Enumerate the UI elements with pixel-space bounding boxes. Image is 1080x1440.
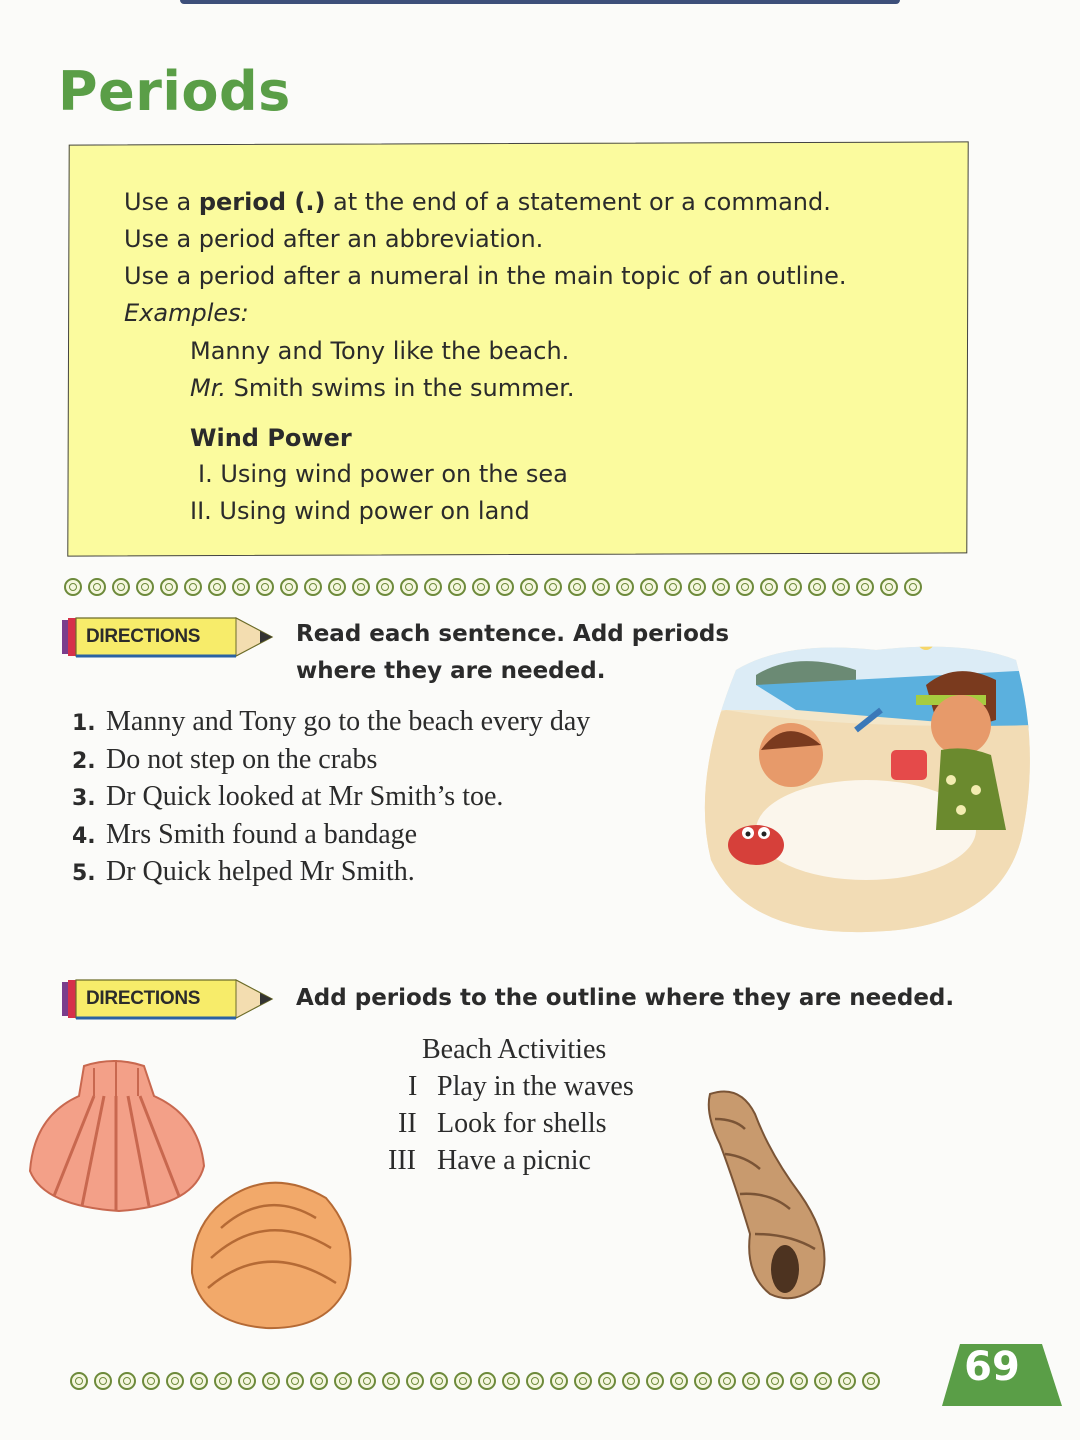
scallop-shell-icon: [24, 1056, 210, 1216]
ring-ornament: [598, 1372, 616, 1390]
ring-ornament: [256, 578, 274, 596]
ring-ornament: [382, 1372, 400, 1390]
ring-ornament: [832, 578, 850, 596]
ring-ornament: [112, 578, 130, 596]
ring-ornament: [688, 578, 706, 596]
ring-ornament: [400, 578, 418, 596]
ring-ornament: [808, 578, 826, 596]
ring-ornament: [358, 1372, 376, 1390]
ring-ornament: [304, 578, 322, 596]
ring-ornament: [568, 578, 586, 596]
ring-ornament: [646, 1372, 664, 1390]
ring-ornament: [136, 578, 154, 596]
ring-ornament: [550, 1372, 568, 1390]
ring-ornament: [208, 578, 226, 596]
ring-ornament: [454, 1372, 472, 1390]
ring-ornament: [664, 578, 682, 596]
example-outline-item-1: I. Using wind power on the sea: [198, 460, 568, 488]
ring-ornament: [70, 1372, 88, 1390]
ring-ornament: [334, 1372, 352, 1390]
outline-numeral-2: II: [398, 1108, 417, 1139]
ring-ornament: [232, 578, 250, 596]
ring-ornament: [424, 578, 442, 596]
ring-ornament: [790, 1372, 808, 1390]
list-item: 1. Manny and Tony go to the beach every day: [72, 706, 591, 737]
ring-divider-bottom: [70, 1372, 880, 1390]
ring-ornament: [838, 1372, 856, 1390]
outline-numeral-1: I: [408, 1071, 418, 1102]
ring-ornament: [142, 1372, 160, 1390]
instruction-1: Read each sentence. Add periods where they are needed.: [296, 621, 730, 684]
ring-ornament: [856, 578, 874, 596]
ring-ornament: [94, 1372, 112, 1390]
directions-label-1: DIRECTIONS: [86, 626, 201, 647]
ring-ornament: [814, 1372, 832, 1390]
ring-ornament: [640, 578, 658, 596]
ring-ornament: [502, 1372, 520, 1390]
clam-shell-icon: [186, 1168, 358, 1332]
ring-ornament: [694, 1372, 712, 1390]
top-edge-rule: [180, 0, 900, 4]
ring-ornament: [184, 578, 202, 596]
ring-ornament: [736, 578, 754, 596]
example-2: Mr. Smith swims in the summer.: [190, 374, 575, 402]
ring-ornament: [880, 578, 898, 596]
ring-ornament: [238, 1372, 256, 1390]
ring-ornament: [496, 578, 514, 596]
example-outline-item-2: II. Using wind power on land: [190, 497, 530, 525]
outline-numeral-3: III: [388, 1145, 416, 1176]
ring-ornament: [784, 578, 802, 596]
ring-ornament: [622, 1372, 640, 1390]
ring-ornament: [760, 578, 778, 596]
ring-ornament: [592, 578, 610, 596]
list-item: 4. Mrs Smith found a bandage: [72, 818, 418, 850]
list-item: 2. Do not step on the crabs: [72, 743, 378, 775]
directions-label-2: DIRECTIONS: [86, 988, 201, 1009]
outline-item-2: Look for shells: [437, 1108, 607, 1139]
page-number: 69: [964, 1344, 1020, 1390]
ring-ornament: [190, 1372, 208, 1390]
outline-item-3: Have a picnic: [437, 1145, 591, 1176]
ring-ornament: [766, 1372, 784, 1390]
ring-ornament: [118, 1372, 136, 1390]
ring-ornament: [310, 1372, 328, 1390]
ring-ornament: [904, 578, 922, 596]
outline-title: Beach Activities: [422, 1034, 607, 1065]
ring-ornament: [352, 578, 370, 596]
ring-ornament: [472, 578, 490, 596]
rule-line-2: Use a period after an abbreviation.: [124, 225, 544, 253]
ring-ornament: [574, 1372, 592, 1390]
ring-ornament: [670, 1372, 688, 1390]
rule-line-3: Use a period after a numeral in the main topic of an outline.: [124, 262, 847, 290]
ring-ornament: [544, 578, 562, 596]
beach-kids-illustration: [696, 630, 1036, 940]
ring-ornament: [160, 578, 178, 596]
rule-line-1: Use a period (.) at the end of a statement or a command.: [124, 188, 831, 216]
list-item: 5. Dr Quick helped Mr Smith.: [72, 856, 415, 887]
ring-ornament: [430, 1372, 448, 1390]
ring-ornament: [718, 1372, 736, 1390]
ring-divider-top: [64, 578, 922, 596]
ring-ornament: [166, 1372, 184, 1390]
instruction-2: Add periods to the outline where they are needed.: [296, 985, 955, 1011]
ring-ornament: [478, 1372, 496, 1390]
ring-ornament: [862, 1372, 880, 1390]
ring-ornament: [64, 578, 82, 596]
ring-ornament: [712, 578, 730, 596]
rule-bold-term: period (.): [198, 188, 326, 216]
list-item: 3. Dr Quick looked at Mr Smith’s toe.: [72, 781, 504, 812]
ring-ornament: [286, 1372, 304, 1390]
ring-ornament: [88, 578, 106, 596]
example-outline-title: Wind Power: [190, 424, 352, 452]
ring-ornament: [520, 578, 538, 596]
ring-ornament: [616, 578, 634, 596]
sentence-list: [72, 706, 590, 894]
ring-ornament: [526, 1372, 544, 1390]
ring-ornament: [280, 578, 298, 596]
page-title: Periods: [58, 60, 291, 123]
conch-shell-icon: [700, 1084, 840, 1306]
outline-item-1: Play in the waves: [437, 1071, 634, 1102]
ring-ornament: [406, 1372, 424, 1390]
ring-ornament: [328, 578, 346, 596]
ring-ornament: [214, 1372, 232, 1390]
example-1: Manny and Tony like the beach.: [190, 337, 570, 365]
ring-ornament: [742, 1372, 760, 1390]
ring-ornament: [376, 578, 394, 596]
ring-ornament: [262, 1372, 280, 1390]
ring-ornament: [448, 578, 466, 596]
examples-label: Examples:: [124, 299, 249, 327]
example-abbreviation: Mr.: [190, 374, 226, 402]
